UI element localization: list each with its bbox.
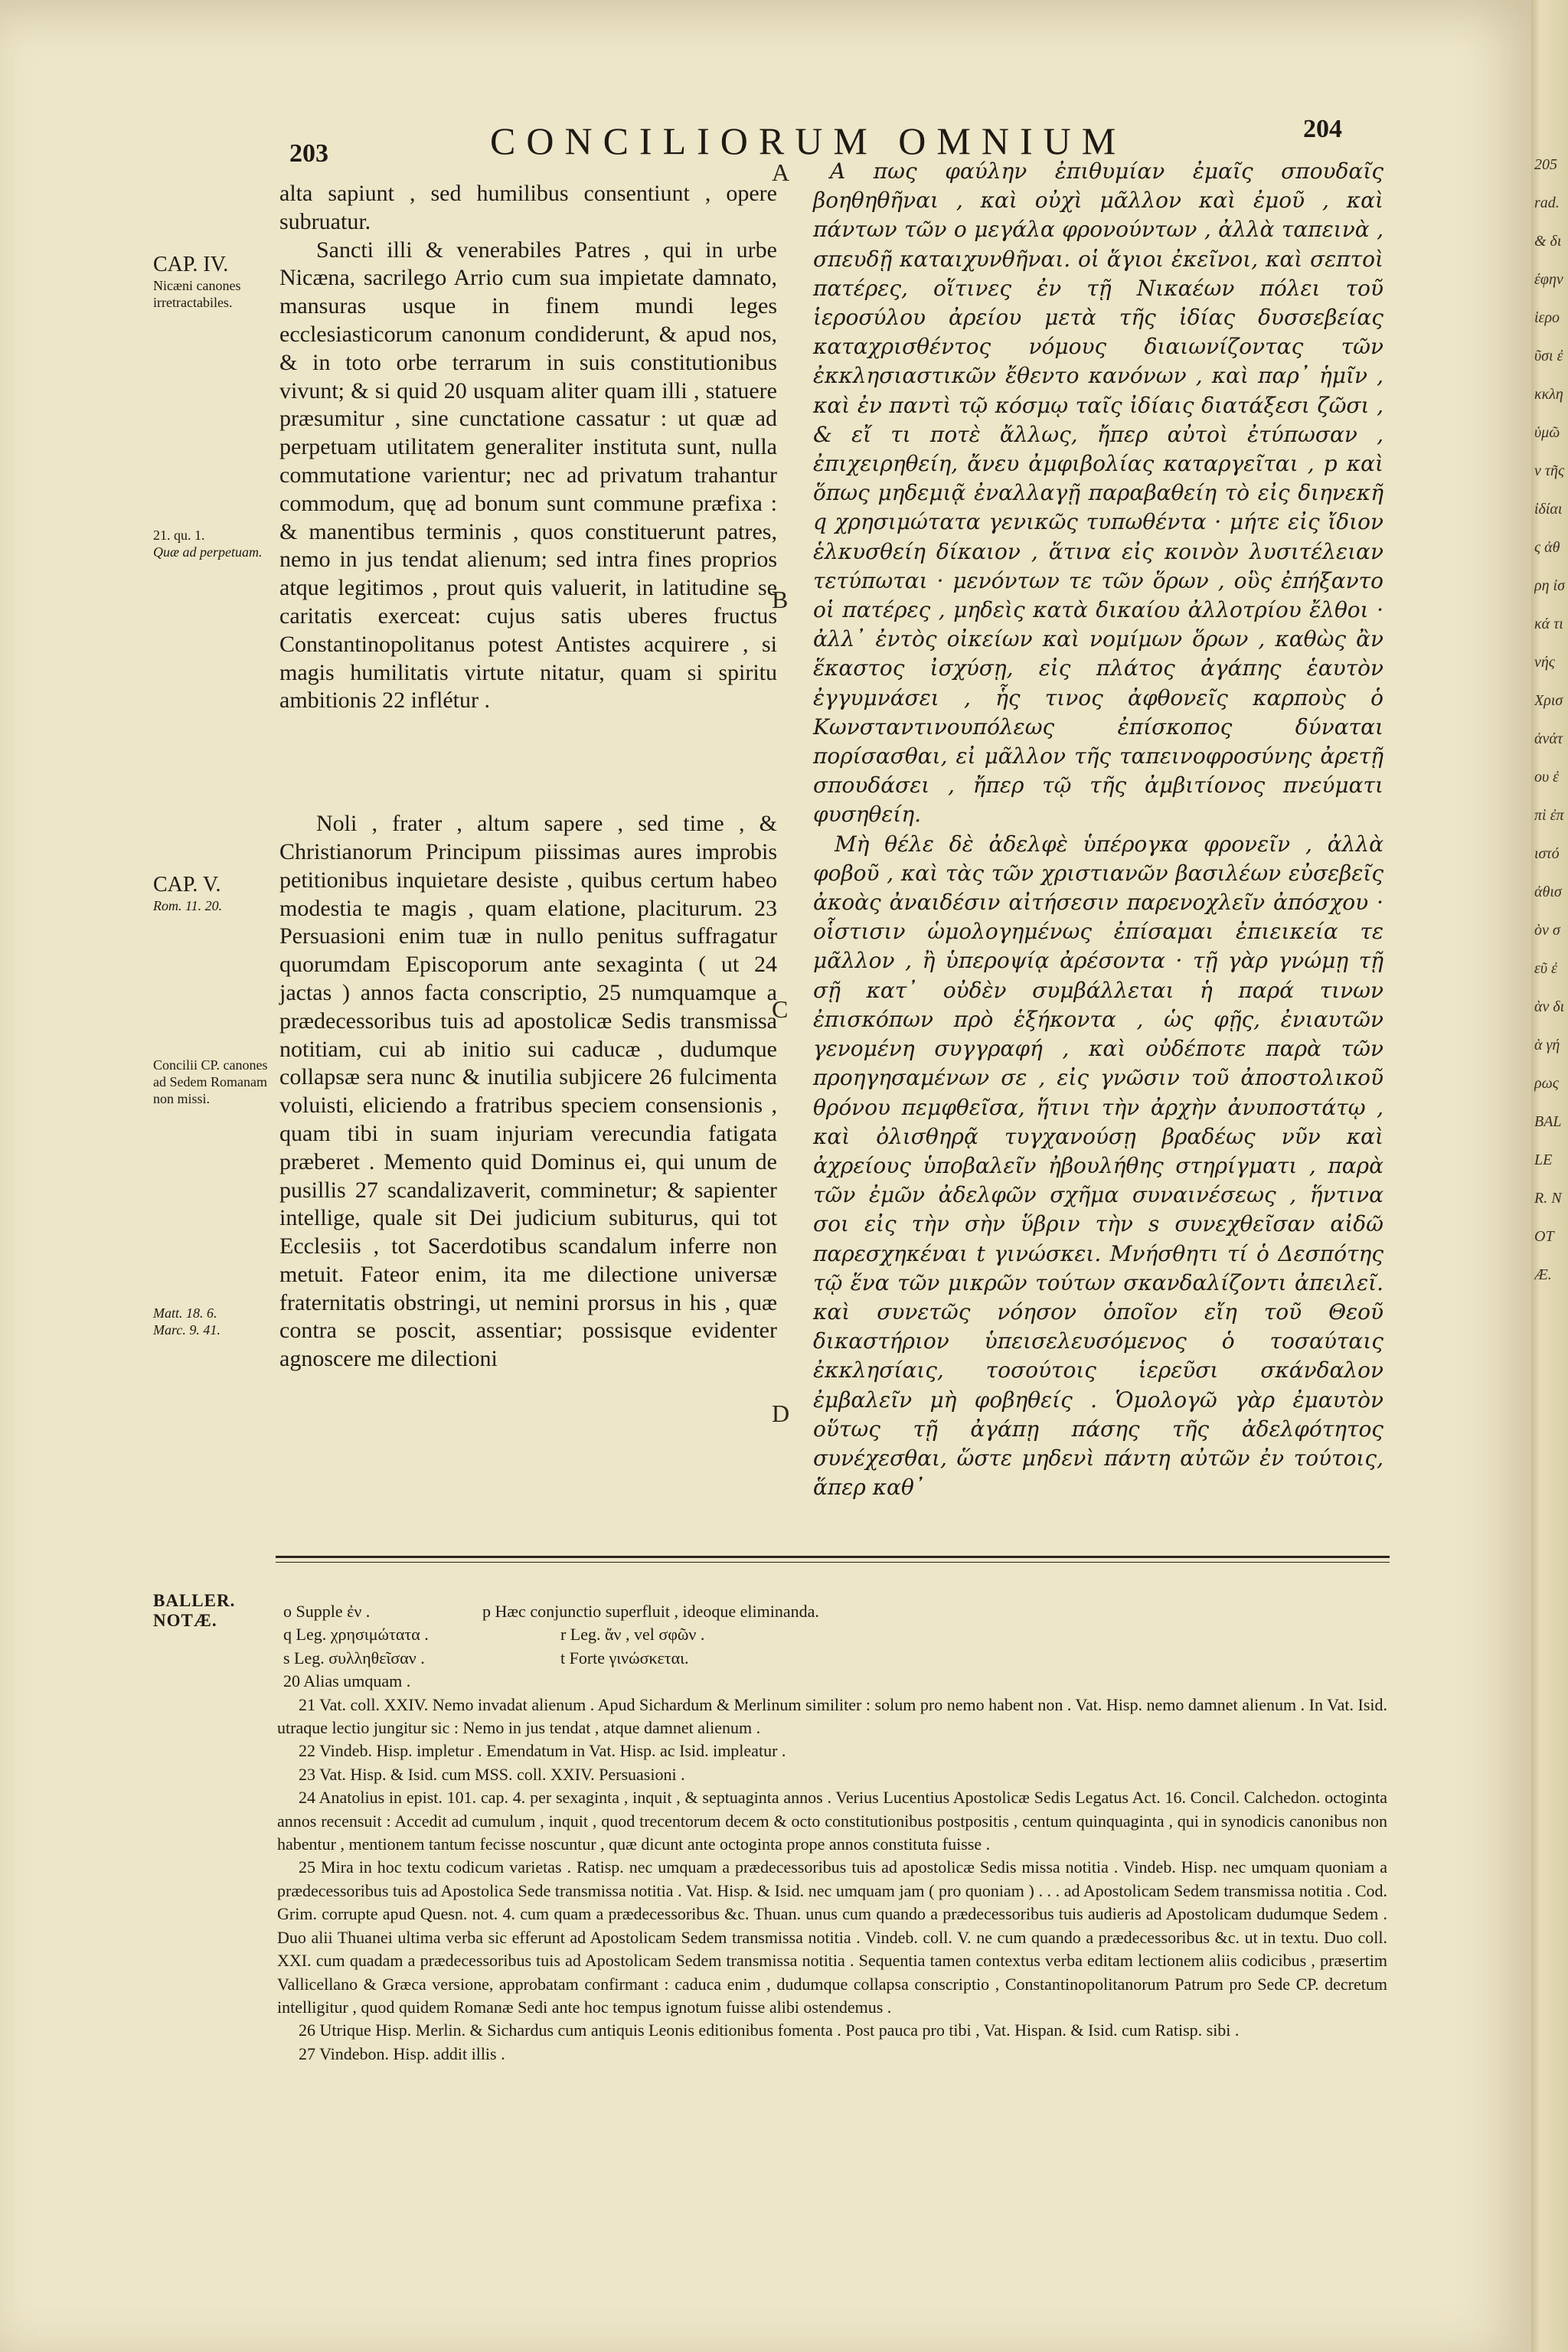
- latin-paragraph: Noli , frater , altum sapere , sed time , & Christianorum Principum piissimas aures improbis petitionibus inquietare desiste , quibus certum habeo modestia te magis , quam elatione, placiturum. 23 Persuasioni enim tuæ in nullo penitus suffragatur quorumdam Episcoporum ante sexaginta ( ut 24 jactas ) annos facta conscriptio, 25 numquamque a prædecessoribus tuis ad apostolicæ Sedis transmissa notitiam, cui ab initio sui caducæ , dudumque collapsæ sera nunc & inutilia subjicere 26 fulcimenta voluisti, eliciendo a fratribus speciem consensionis , quam tibi in suam injuriam verecundia fatigata præberet . Memento quid Dominus ei, qui unum de pusillis 27 scandalizaverit, comminetur; & sapienter intellige, quale sit Dei judicium subiturus, qui tot Ecclesiis , tot Sacerdotibus scandalum inferre non metuit. Fateor enim, ita me dilectione universæ fraternitatis obstringi, ut nemini prorsus in his , quæ contra se poscit, assentiar; possisque evidenter agnoscere me dilectioni: [279, 811, 777, 1372]
- note-24: 24 Anatolius in epist. 101. cap. 4. per sexaginta , inquit , & septuaginta annos . Verius Lucentius Apostolicæ Sedis Legatus Act. 16. Concil. Calchedon. octoginta annos recensuit : Accedit ad cumulum , inquit , quod trecentorum decem & octo constitutionibus postpositis , centum quinquaginta , qui in synodicis canonibus non habentur , mentionem tantum fecisse noscuntur , quæ dicunt ante octoginta prope annos constituta fuisse .: [277, 1788, 1387, 1854]
- latin-paragraph: Sancti illi & venerabiles Patres , qui in urbe Nicæna, sacrilego Arrio cum sua impietate damnato, mansuras usque in finem mundi leges ecclesiasticorum canonum condiderunt, & apud nos, & in toto orbe terrarum in suis constitutionibus vivunt; & si quid 20 usquam aliter quam illi , statuere præsumitur , sine cunctatione cassatur : ut quæ ad perpetuam utilitatem generaliter instituta sunt, nulla commutatione varientur; nec ad privatum trahantur commodum, quę ad bonum sunt commune præfixa : & manentibus terminis , quos constituerunt patres, nemo in jus tendat alienum; sed intra fines proprios atque legitimos , prout quis valuerit, in latitudine se caritatis exerceat: cujus satis uberes fructus Constantinopolitanus potest Antistes acquirere , si magis humilitatis virtute nitatur, quam si spiritu ambitionis 22 inflétur .: [279, 237, 777, 714]
- greek-paragraph: Α πως φαύλην ἐπιθυμίαν ἐμαῖς σπουδαῖς βοηθηθῆναι , καὶ οὐχὶ μᾶλλον καὶ ἐμοῦ , καὶ πάντων τῶν ο μεγάλα φρονούντων , ἀλλὰ ταπεινὰ , σπευδῇ καταιχυνθῆναι. οἱ ἅγιοι ἐκεῖνοι, καὶ σεπτοὶ πατέρες, οἵτινες ἐν τῇ Νικαέων πόλει τοῦ ἱεροσύλου ἀρείου μετὰ τῆς ἰδίας δυσσεβείας καταχρισθέντος νόμους διαιωνίζοντας τῶν ἐκκλησιαστικῶν ἔθεντο κανόνων , καὶ παρ᾽ ἡμῖν , καὶ ἐν παντὶ τῷ κόσμῳ ταῖς ἰδίαις διατάξεσι ζῶσι , & εἴ τι ποτὲ ἄλλως, ἤπερ αὐτοὶ ἐτύπωσαν , ἐπιχειρηθείη, ἄνευ ἀμφιβολίας καταργεῖται , p καὶ ὅπως μηδεμιᾷ ἐναλλαγῇ παραβαθείη τὸ εἰς διηνεκῆ q χρησιμώτατα γενικῶς τυπωθέντα · μήτε εἰς ἴδιον ἑλκυσθείη δίκαιον , ἅτινα εἰς κοινὸν λυσιτέλειαν τετύπωται · μενόντων τε τῶν ὅρων , οὓς ἐπήξαντο οἱ πατέρες , μηδεὶς κατὰ δικαίου ἀλλοτρίου ἔλθοι · ἀλλ᾽ ἐντὸς οἰκείων καὶ νομίμων ὅρων , καθὼς ἂν ἕκαστος ἰσχύσῃ, εἰς πλάτος ἀγάπης ἑαυτὸν ἐγγυμνάσει , ἧς τινος ἀφθονεῖς καρποὺς ὁ Κωνσταντινουπόλεως ἐπίσκοπος δύναται πορίσασθαι, εἰ μᾶλλον τῆς ταπεινοφροσύνης ἀρετῇ σπουδάσει , ἤπερ τῷ τῆς ἀμβιτίονος πνεύματι φυσηθείη.: [813, 158, 1383, 828]
- latin-column: [279, 180, 777, 1374]
- margin-note-text: Nicæni canones irretractabiles.: [153, 278, 241, 310]
- greek-paragraph: Μὴ θέλε δὲ ἀδελφὲ ὑπέρογκα φρονεῖν , ἀλλὰ φοβοῦ , καὶ τὰς τῶν χριστιανῶν βασιλέων εὐσεβεῖς ἀκοὰς ἀναιδέσιν αἰτήσεσιν παρενοχλεῖν ἀπόσχου · οἷστισιν ὡμολογημένως ἐπίσαμαι ἐπιεικεία τε μᾶλλον , ἢ ὑπεροψίᾳ ἀρέσοντα · τῇ γὰρ γνώμῃ τῇ σῇ κατ᾽ οὐδὲν συμβάλλεται ἡ παρά τινων ἐπισκόπων πρὸ ἑξήκοντα , ὡς φῇς, ἐνιαυτῶν γενομένη συγγραφή , καὶ οὐδέποτε παρὰ τῶν προηγησαμένων σε , εἰς γνῶσιν τοῦ ἀποστολικοῦ θρόνου πεμφθεῖσα, ἥτινι τὴν ἀρχὴν ἀνυποστάτῳ , καὶ ὀλισθηρᾷ τυγχανούσῃ βραδέως νῦν καὶ ἀχρείους ὑποβαλεῖν ἠβουλήθης στηρίγματι , παρὰ τῶν ἐμῶν ἀδελφῶν σχῆμα συναινέσεως , ἥντινα σοι εἰς τὴν σὴν ὕβριν τὴν s συνεχθεῖσαν αἰδῶ παρεσχηκέναι t γινώσκει. Μνήσθητι τί ὁ Δεσπότης τῷ ἕνα τῶν μικρῶν τούτων σκανδαλίζοντι ἀπειλεῖ. καὶ συνετῶς νόησον ὁποῖον εἴη τοῦ Θεοῦ δικαστήριον ὑπεισελευσόμενος ὁ τοσαύταις ἐκκλησίαις, τοσούτοις ἱερεῦσι σκάνδαλον ἐμβαλεῖν μὴ φοβηθείς . Ὁμολογῶ γὰρ ἐμαυτὸν οὕτως τῇ ἀγάπῃ πάσης τῆς ἀδελφότητος συνέχεσθαι, ὥστε μηδενὶ πάντη αὐτῶν ἐν τούτοις, ἅπερ καθ᾽: [813, 831, 1383, 1501]
- note-21: 21 Vat. coll. XXIV. Nemo invadat alienum . Apud Sichardum & Merlinum similiter : solum pro nemo habent non . Vat. Hisp. nemo damnet alienum . In Vat. Isid. utraque lectio jungitur sic : Nemo in jus tendat , atque damnet alienum .: [277, 1694, 1387, 1738]
- margin-note-text: Concilii CP. canones ad Sedem Romanam non missi.: [153, 1057, 268, 1106]
- margin-chapter-label: CAP. V.: [153, 873, 221, 897]
- footnotes: [277, 1600, 1387, 2066]
- note-23: 23 Vat. Hisp. & Isid. cum MSS. coll. XXIV. Persuasioni .: [299, 1764, 685, 1784]
- margin-chapter-label: CAP. IV.: [153, 253, 229, 276]
- section-letter-d: D: [772, 1400, 790, 1427]
- note-p: p Hæc conjunctio superfluit , ideoque eliminanda.: [482, 1602, 819, 1621]
- note-r: r Leg. ἄν , vel σφῶν .: [560, 1625, 705, 1645]
- note-s: s Leg. συλληθεῖσαν .: [283, 1648, 425, 1668]
- note-o: o Supple ἐν .: [283, 1602, 371, 1621]
- footnote-rule-thin: [276, 1562, 1390, 1563]
- margin-note-cap-4: [153, 253, 274, 311]
- section-letter-a: A: [772, 158, 790, 186]
- margin-reference: Marc. 9. 41.: [153, 1322, 220, 1338]
- latin-paragraph: alta sapiunt , sed humilibus consentiunt , opere subruatur.: [279, 181, 777, 234]
- margin-reference: Rom. 11. 20.: [153, 898, 223, 913]
- note-22: 22 Vindeb. Hisp. impletur . Emendatum in Vat. Hisp. ac Isid. impleatur .: [299, 1741, 786, 1761]
- note-q: q Leg. χρησιμώτατα .: [283, 1625, 429, 1645]
- margin-note-concilii: [153, 1057, 274, 1107]
- note-26: 26 Utrique Hisp. Merlin. & Sichardus cum antiquis Leonis editionibus fomenta . Post pauca pro tibi , Vat. Hispan. & Isid. cum Ratisp. sibi .: [299, 2020, 1240, 2040]
- page-number-left: 203: [289, 139, 328, 168]
- margin-note-text: Quæ ad perpetuam.: [153, 544, 263, 560]
- footnote-rule: [276, 1556, 1390, 1558]
- margin-note-cap-5: [153, 873, 274, 914]
- note-t: t Forte γινώσκεται.: [560, 1648, 689, 1668]
- notes-heading: BALLER. NOTÆ.: [153, 1591, 236, 1630]
- next-page-edge-text: 205 rad. & διέφην ἱεροῦσι ἐκκλη ὑμῶν τῆς ἰδίαις ἀθρη ἰσκά τινής Χρισ ἀνάτου ἐπὶ ἐπιστό ἀθισὸν σεῦ ἐὰν διὰ γήρως BALLER. NOTÆ.: [1534, 156, 1565, 1283]
- page-number-right: 204: [1303, 115, 1342, 143]
- margin-reference: Matt. 18. 6.: [153, 1305, 217, 1321]
- margin-note-ref-21: [153, 527, 274, 560]
- running-title: CONCILIORUM OMNIUM: [490, 119, 1127, 162]
- margin-reference: 21. qu. 1.: [153, 528, 205, 543]
- note-27: 27 Vindebon. Hisp. addit illis .: [299, 2043, 505, 2063]
- next-page-edge: [1531, 0, 1568, 2352]
- greek-column: [813, 157, 1383, 1502]
- note-25: 25 Mira in hoc textu codicum varietas . Ratisp. nec umquam a prædecessoribus tuis ad apostolicæ Sedis missa notitia . Vindeb. Hisp. nec umquam quoniam a prædecessoribus tuis ad Apostolica Sede transmissa notitia . Vat. Hisp. & Isid. nec umquam jam ( pro quoniam ) . . . ad Apostolicam Sedem transmissa notitia . Cod. Grim. corrupte apud Quesn. not. 4. cum quam a prædecessoribus &c. Thuan. unus cum quando a prædecessoribus tuis audieris ad Apostolicam dudumque Sedem . Duo alii Thuanei ultima verba sic efferunt ad Apostolicam Sedem transmissa notitia . Vindeb. coll. V. ne cum quando a prædecessoribus &c. ut in textu. Duo coll. XXI. cum quadam a prædecessoribus tuis ad Apostolicam Sedem transmissa notitia . Sequentia tamen contextus verba editam lectionem aliis codicibus , præsertim Vallicellano & Græca versione, approbatam confirmant : caduca enim , dudumque collapsa conscriptio , Constantinopolitanorum Patrum pro Sede CP. decretum intelligitur , quod quidem Romanæ Sedi ante hoc tempus ignotum fuisse alibi ostendemus .: [277, 1857, 1387, 2017]
- note-20: 20 Alias umquam .: [283, 1671, 411, 1691]
- section-letter-b: B: [772, 586, 789, 613]
- margin-note-matt: [153, 1305, 274, 1338]
- section-letter-c: C: [772, 995, 789, 1023]
